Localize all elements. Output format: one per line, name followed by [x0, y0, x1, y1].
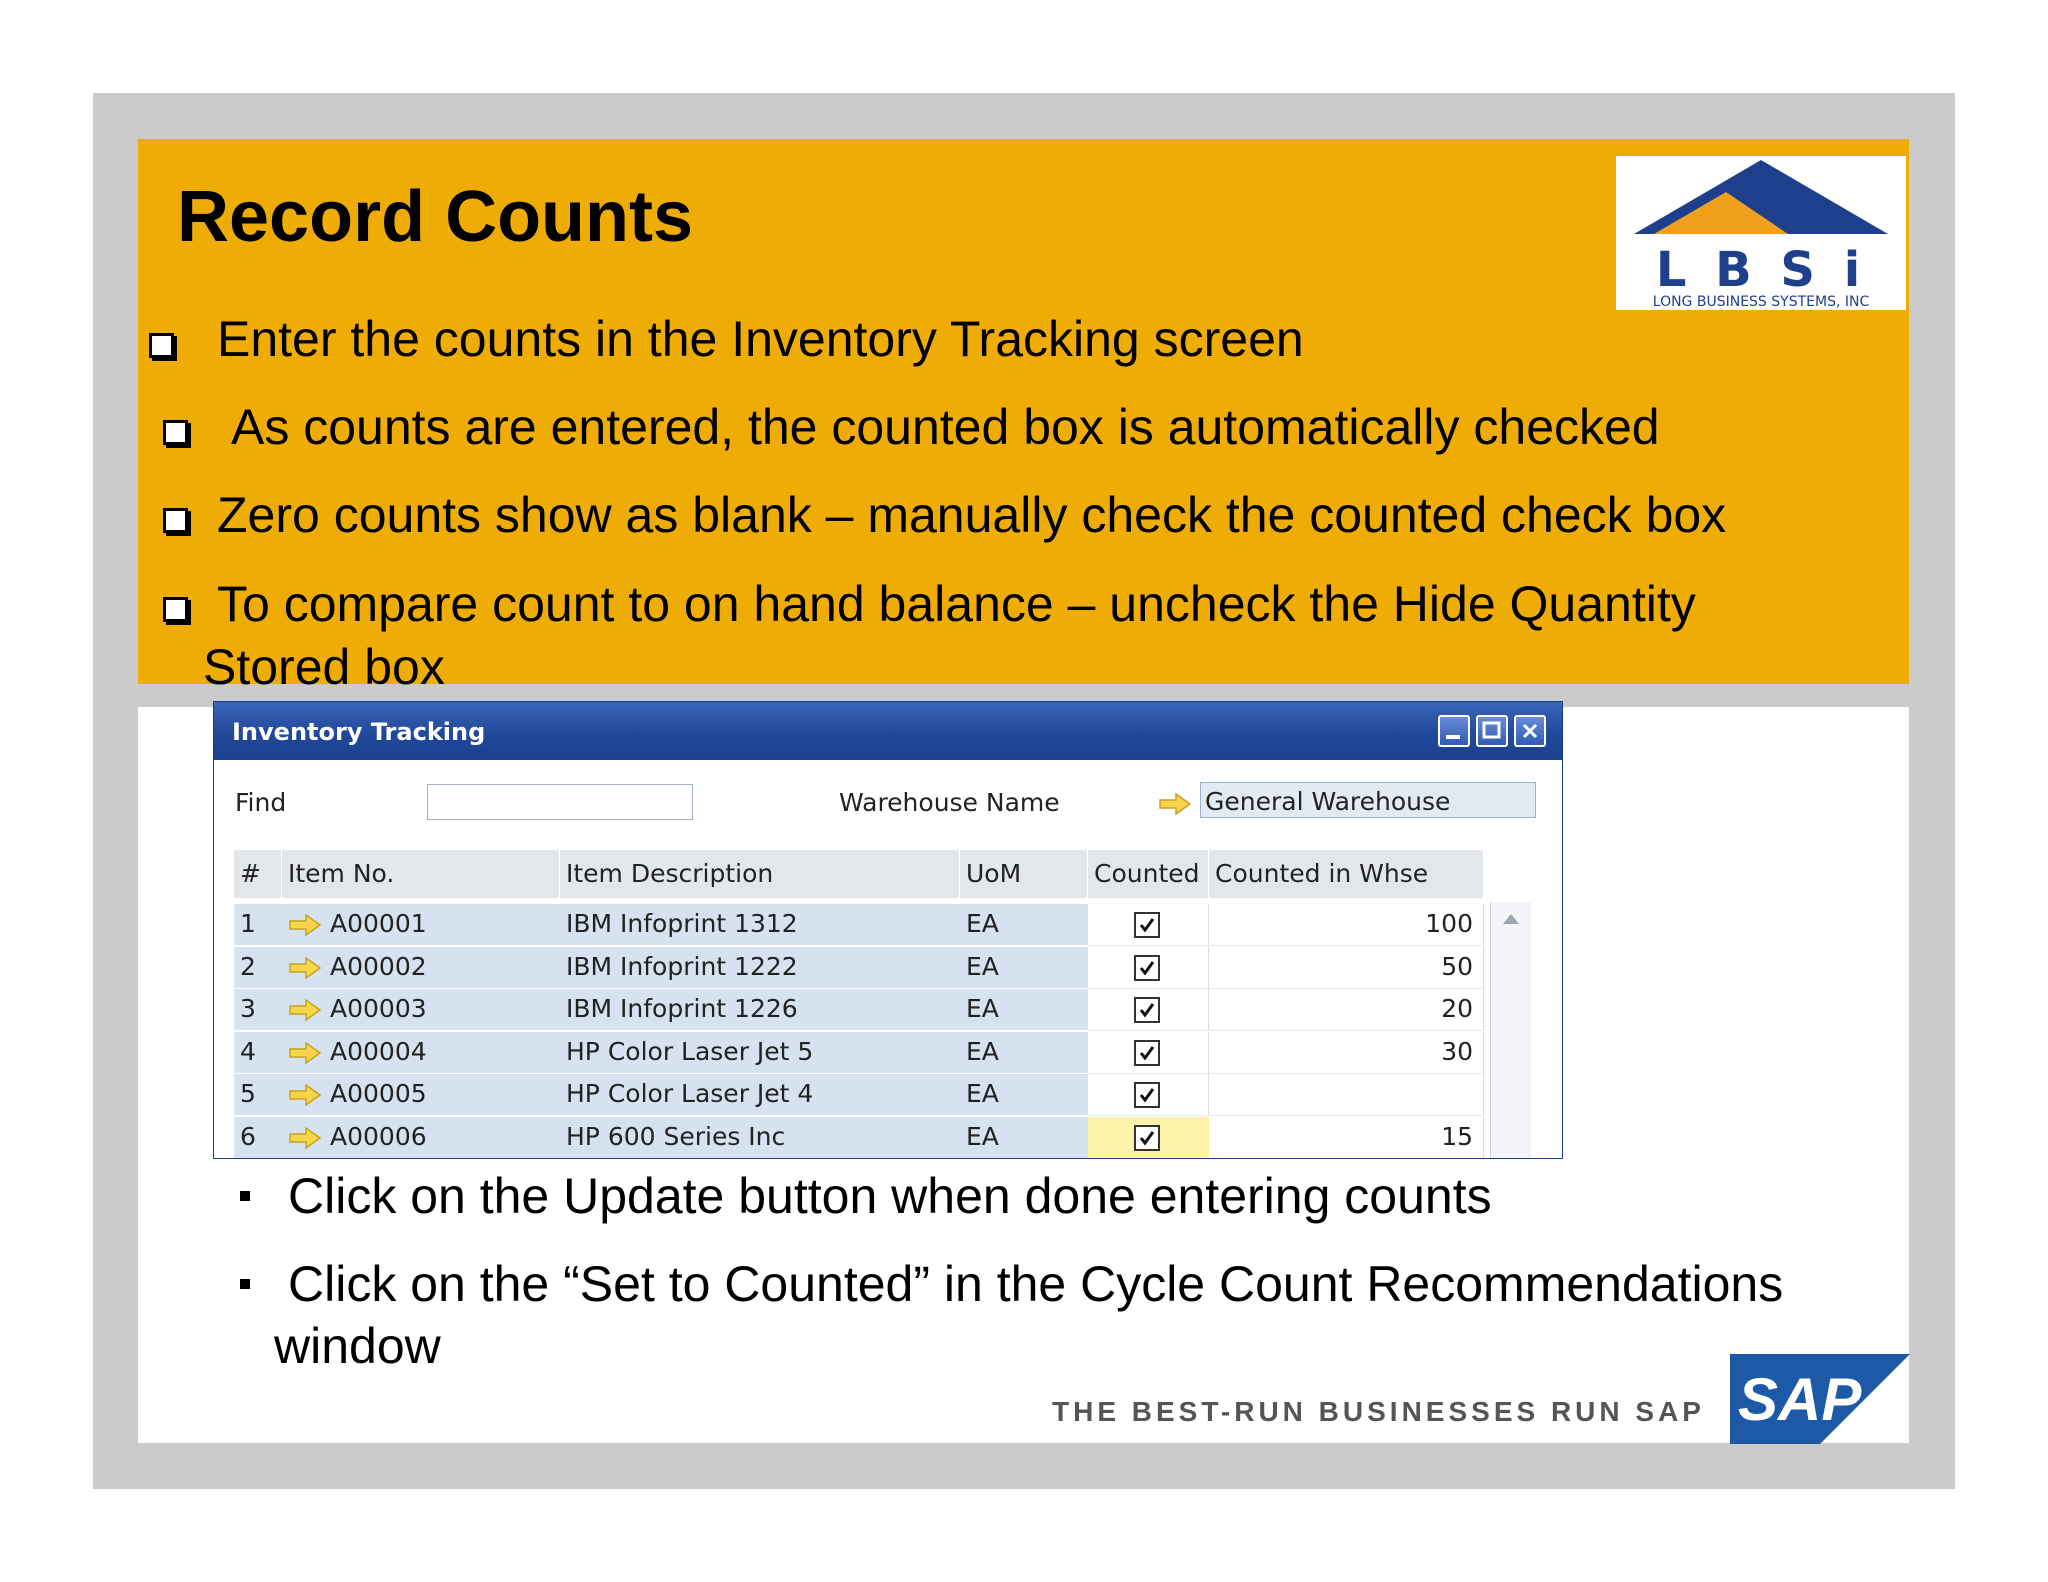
checkmark-icon	[1138, 1086, 1156, 1104]
bullet-1: Enter the counts in the Inventory Tracking screen	[217, 311, 1304, 367]
sub-bullet-2: Click on the “Set to Counted” in the Cycle Count Recommendations	[288, 1256, 1784, 1312]
logo-letters: L B S i	[1655, 242, 1867, 298]
bullet-4: To compare count to on hand balance – uncheck the Hide Quantity	[217, 576, 1696, 632]
uom-cell: EA	[960, 904, 1088, 946]
close-icon	[1524, 725, 1536, 737]
counted-in-whse-cell[interactable]: 30	[1209, 1032, 1484, 1074]
counted-checkbox[interactable]	[1134, 1125, 1160, 1151]
checkmark-icon	[1138, 1129, 1156, 1147]
item-no-value: A00002	[330, 951, 427, 981]
item-no-cell[interactable]	[282, 904, 560, 946]
row-number: 4	[234, 1032, 282, 1074]
warehouse-name-label: Warehouse Name	[839, 788, 1060, 817]
counted-in-whse-cell[interactable]: 20	[1209, 989, 1484, 1031]
maximize-button[interactable]	[1476, 715, 1508, 747]
link-arrow-icon[interactable]	[288, 1042, 322, 1064]
row-number: 1	[234, 904, 282, 946]
uom-cell: EA	[960, 1074, 1088, 1116]
row-number: 3	[234, 989, 282, 1031]
uom-cell: EA	[960, 1032, 1088, 1074]
inventory-tracking-window	[213, 701, 1563, 1159]
item-no-value: A00005	[330, 1079, 427, 1109]
square-bullet-icon	[240, 1191, 250, 1201]
minimize-button[interactable]	[1438, 715, 1470, 747]
column-header-item-no[interactable]: Item No.	[282, 850, 560, 898]
logo-company: LONG BUSINESS SYSTEMS, INC	[1652, 294, 1870, 310]
checkbox-bullet-icon	[163, 597, 188, 622]
bullet-2: As counts are entered, the counted box is automatically checked	[231, 399, 1660, 455]
item-no-cell[interactable]	[282, 989, 560, 1031]
item-no-value: A00006	[330, 1122, 427, 1151]
scroll-up-icon	[1501, 912, 1521, 926]
counted-checkbox[interactable]	[1134, 912, 1160, 938]
find-input[interactable]	[427, 784, 693, 820]
counted-checkbox[interactable]	[1134, 1040, 1160, 1066]
find-label: Find	[235, 788, 287, 817]
item-description-cell: IBM Infoprint 1226	[560, 989, 960, 1031]
counted-in-whse-cell[interactable]	[1209, 1074, 1484, 1116]
item-no-value: A00001	[330, 909, 427, 938]
uom-cell: EA	[960, 947, 1088, 989]
link-arrow-icon[interactable]	[288, 999, 322, 1021]
counted-cell	[1088, 989, 1209, 1031]
maximize-icon	[1484, 723, 1499, 737]
row-number: 6	[234, 1117, 282, 1159]
link-arrow-icon[interactable]	[288, 1084, 322, 1106]
counted-cell	[1088, 904, 1209, 946]
bullet-3: Zero counts show as blank – manually check the counted check box	[217, 487, 1727, 543]
lbsi-logo	[1616, 156, 1906, 310]
minimize-icon	[1446, 735, 1460, 739]
checkmark-icon	[1138, 1001, 1156, 1019]
column-header-counted-in-whse[interactable]: Counted in Whse	[1209, 850, 1484, 898]
uom-cell: EA	[960, 1117, 1088, 1159]
column-header-uom[interactable]: UoM	[960, 850, 1088, 898]
column-header-counted[interactable]: Counted	[1088, 850, 1209, 898]
item-no-value: A00003	[330, 994, 427, 1024]
sub-bullet-1: Click on the Update button when done entering counts	[288, 1168, 1492, 1224]
checkbox-bullet-icon	[163, 508, 188, 533]
link-arrow-icon[interactable]	[288, 1127, 322, 1149]
counted-cell	[1088, 947, 1209, 989]
column-header-item-description[interactable]: Item Description	[560, 850, 960, 898]
sub-bullet-2-cont: window	[274, 1318, 441, 1374]
warehouse-name-value: General Warehouse	[1205, 787, 1451, 816]
sap-logo	[1730, 1354, 1910, 1449]
close-button[interactable]	[1514, 715, 1546, 747]
square-bullet-icon	[240, 1279, 250, 1289]
counted-in-whse-cell[interactable]: 15	[1209, 1117, 1484, 1159]
column-header-number[interactable]: #	[234, 850, 282, 898]
window-body	[214, 760, 1562, 1158]
sap-tagline: THE BEST-RUN BUSINESSES RUN SAP	[1052, 1396, 1705, 1427]
checkbox-bullet-icon	[149, 333, 174, 358]
counted-checkbox[interactable]	[1134, 997, 1160, 1023]
uom-cell: EA	[960, 989, 1088, 1031]
checkmark-icon	[1138, 959, 1156, 977]
counted-in-whse-cell[interactable]: 50	[1209, 947, 1484, 989]
vertical-scrollbar[interactable]	[1490, 902, 1531, 1159]
checkbox-bullet-icon	[163, 420, 188, 445]
warehouse-name-field[interactable]	[1200, 782, 1536, 818]
sap-logo-text: SAP	[1738, 1366, 1862, 1433]
link-arrow-icon[interactable]	[288, 957, 322, 979]
counted-checkbox[interactable]	[1134, 1082, 1160, 1108]
counted-in-whse-cell[interactable]: 100	[1209, 904, 1484, 946]
item-description-cell: HP Color Laser Jet 4	[560, 1074, 960, 1116]
counted-cell	[1088, 1074, 1209, 1116]
counted-cell	[1088, 1117, 1209, 1159]
counted-cell	[1088, 1032, 1209, 1074]
checkmark-icon	[1138, 1044, 1156, 1062]
item-no-value: A00004	[330, 1036, 427, 1066]
item-description-cell: IBM Infoprint 1222	[560, 947, 960, 989]
item-description-cell: HP Color Laser Jet 5	[560, 1032, 960, 1074]
item-description-cell: HP 600 Series Inc	[560, 1117, 960, 1159]
bullet-4-cont: Stored box	[203, 639, 445, 695]
link-arrow-icon[interactable]	[1158, 793, 1192, 815]
window-title: Inventory Tracking	[232, 718, 486, 746]
item-no-cell[interactable]	[282, 1117, 560, 1159]
item-description-cell: IBM Infoprint 1312	[560, 904, 960, 946]
counted-checkbox[interactable]	[1134, 955, 1160, 981]
row-number: 5	[234, 1074, 282, 1116]
checkmark-icon	[1138, 916, 1156, 934]
item-no-cell[interactable]	[282, 1032, 560, 1074]
slide-title: Record Counts	[177, 177, 694, 257]
link-arrow-icon[interactable]	[288, 914, 322, 936]
window-titlebar[interactable]	[214, 702, 1562, 760]
item-no-cell[interactable]	[282, 947, 560, 989]
item-no-cell[interactable]	[282, 1074, 560, 1116]
row-number: 2	[234, 947, 282, 989]
